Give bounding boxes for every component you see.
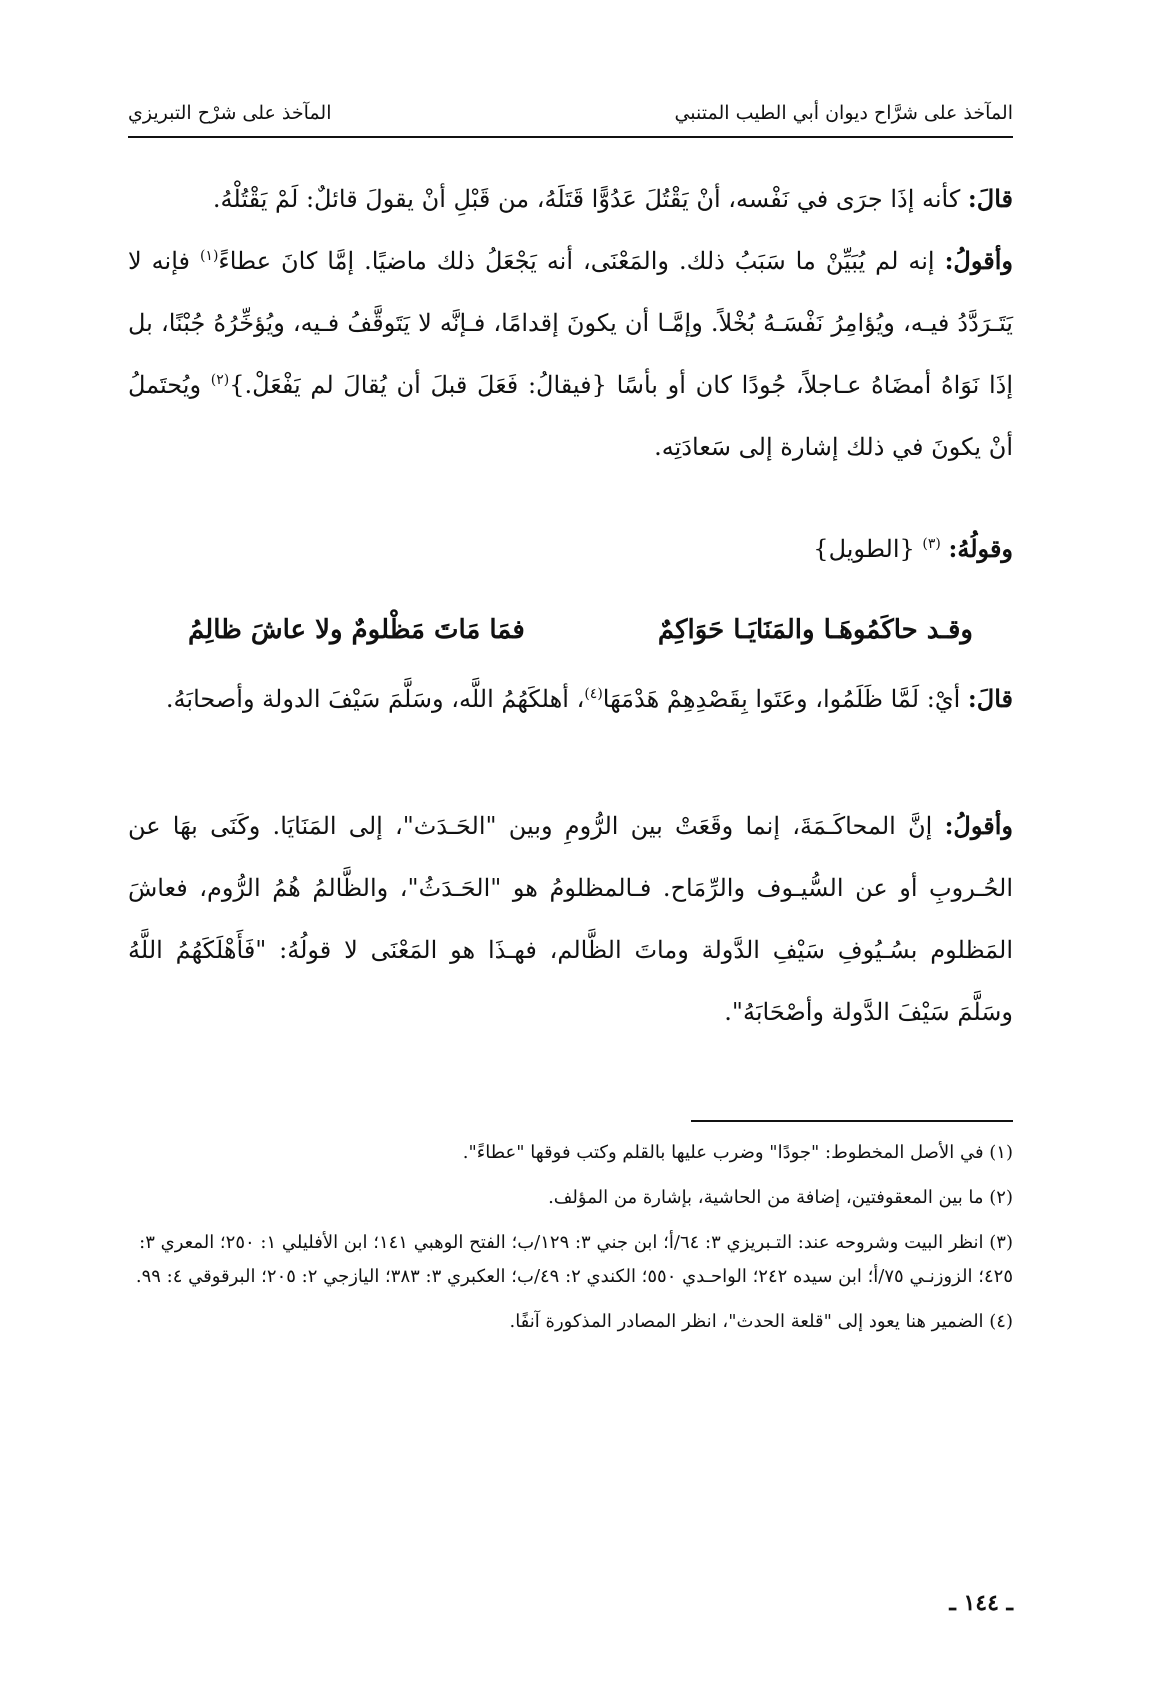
footnote-ref-4: (٤) — [584, 686, 603, 702]
verse-intro — [128, 518, 1013, 580]
header-book-title: المآخذ على شرَّاح ديوان أبي الطيب المتنبي — [674, 102, 1013, 124]
footnote-divider — [691, 1120, 1013, 1122]
footnote-ref-3: (٣) — [922, 536, 941, 552]
qal-label-2: قالَ: — [967, 684, 1013, 713]
verse-second-hemistich: فمَا مَاتَ مَظْلومٌ ولا عاشَ ظالِمُ — [188, 615, 525, 645]
aqul-text-b: فإنه لا يَتَـرَدَّدُ فيـه، ويُؤامِرُ نَفْسَـهُ بُخْلاً. وإمَّـا أن يكونَ إقدامًا، فـإنَّه لا يَتَوقَّفُ فـيه، ويُؤخِّرُهُ جُبْنًا، بل إذَا نَوَاهُ أمضَاهُ عـاجلاً، جُودًا كان أو بأسًا {فيقالُ: فَعَلَ قبلَ أن يُقالَ لم يَفْعَلْ.} — [128, 247, 1014, 399]
aqul-text-c: ويُحتَملُ أنْ يكونَ في ذلك إشارة إلى سَعادَتِه. — [128, 371, 1013, 461]
aqul-label-2: وأقولُ: — [944, 811, 1013, 840]
qal-label: قالَ: — [967, 184, 1013, 213]
verse-first-hemistich: وقـد حاكَمُوهَـا والمَنَايَـا حَوَاكِمٌ — [657, 615, 973, 645]
footnote-4: (٤) الضمير هنا يعود إلى "قلعة الحدث"، انظر المصادر المذكورة آنفًا. — [509, 1311, 1013, 1332]
qal-paragraph — [128, 168, 1013, 230]
qal-text: كأنه إذَا جرَى في نَفْسه، أنْ يَقْتُلَ عَدُوًّا قَتَلَهُ، من قَبْلِ أنْ يقولَ قائلٌ: لَمْ يَقْتُلْهُ. — [212, 185, 968, 213]
footnote-3: (٣) انظر البيت وشروحه عند: التـبريزي ٣: ٦٤/أ؛ ابن جني ٣: ١٢٩/ب؛ الفتح الوهبي ١٤١؛ ابن الأفليلي ١: ٢٥٠؛ المعري ٣: ٤٢٥؛ الزوزنـي ٧٥/أ؛ ابن سيده ٢٤٢؛ الواحـدي ٥٥٠؛ الكندي ٢: ٤٩/ب؛ العكبري ٣: ٣٨٣؛ اليازجي ٢: ٢٠٥؛ البرقوقي ٤: ٩٩. — [135, 1232, 1013, 1287]
commentary-paragraph-3 — [128, 795, 1013, 1043]
footnote-ref-2: (٢) — [210, 372, 230, 388]
footnote-ref-1: (١) — [199, 248, 219, 264]
commentary-paragraph-1 — [128, 168, 1013, 478]
aqul-text-2: إنَّ المحاكَـمَةَ، إنما وقَعَتْ بين الرُّومِ وبين "الحَـدَث"، إلى المَنَايَا. وكَنَى بهَا عن الحُـروبِ أو عن السُّيـوف والرِّمَاح. فـالمظلومُ هو "الحَـدَثُ"، والظَّالمُ هُمُ الرُّوم، فعاشَ المَظلوم بسُـيُوفِ سَيْفِ الدَّولة وماتَ الظَّالم، فهـذَا هو المَعْنَى لا قولُهُ: "فَأَهْلَكَهُمُ اللَّهُ وسَلَّمَ سَيْفَ الدَّولة وأصْحَابَهُ". — [128, 812, 1013, 1026]
aqul-text-a: إنه لم يُبَيِّنْ ما سَبَبُ ذلك. والمَعْنَى، أنه يَجْعَلُ ذلك ماضيًا. إمَّا كانَ عطاءً — [218, 247, 945, 275]
meter-name: {الطويل} — [813, 535, 923, 563]
page-number: ـ ١٤٤ ـ — [949, 1590, 1013, 1616]
footnote-1: (١) في الأصل المخطوط: "جودًا" وضرب عليها بالقلم وكتب فوقها "عطاءً". — [462, 1142, 1013, 1163]
qal-text-2a: أيْ: لَمَّا ظَلَمُوا، وعَتَوا بِقَصْدِهِمْ هَدْمَهَا — [602, 685, 968, 713]
aqul-label: وأقولُ: — [944, 246, 1013, 275]
poem-verse — [128, 600, 1013, 660]
verse-intro-label: وقولُهُ: — [948, 534, 1013, 563]
commentary-paragraph-2 — [128, 668, 1013, 730]
header-chapter-title: المآخذ على شرْح التبريزي — [128, 102, 332, 124]
aqul-paragraph — [128, 230, 1013, 478]
footnote-2: (٢) ما بين المعقوفتين، إضافة من الحاشية، بإشارة من المؤلف. — [548, 1187, 1013, 1208]
running-header — [128, 90, 1013, 138]
qal-text-2b: ، أهلكَهُمُ اللَّه، وسَلَّمَ سَيْفَ الدولة وأصحابَهُ. — [165, 685, 585, 713]
footnotes — [128, 1136, 1013, 1350]
